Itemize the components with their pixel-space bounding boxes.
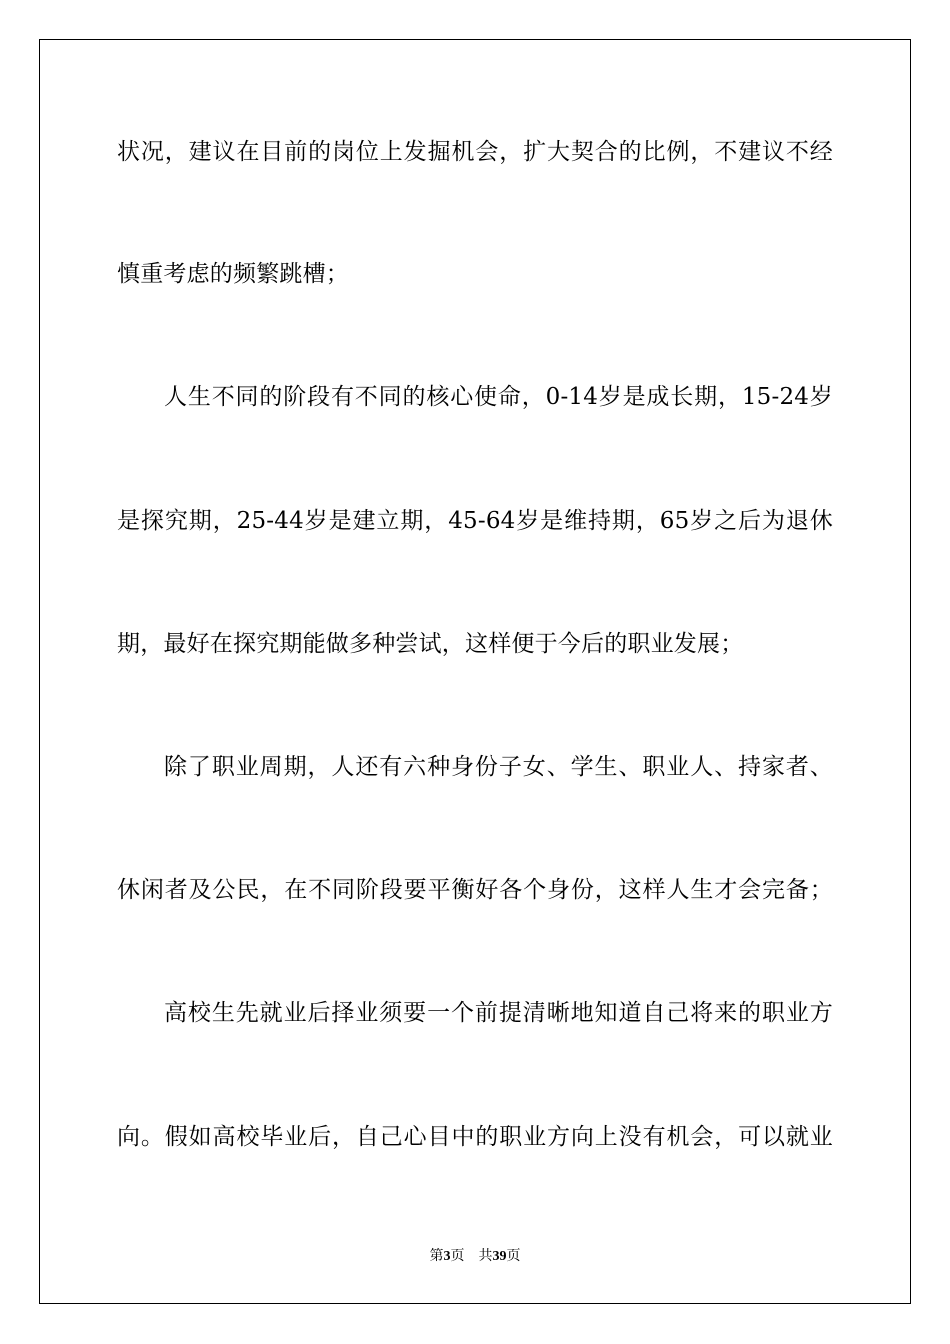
footer-total-suffix: 页 <box>506 1248 521 1264</box>
paragraph-first-line: 除了职业周期，人还有六种身份子女、学生、职业人、持家者、 <box>164 754 833 780</box>
text-line: 是探究期，25-44岁是建立期，45-64岁是维持期，65岁之后为退休 <box>117 508 833 534</box>
text-line: 慎重考虑的频繁跳槽； <box>117 261 349 287</box>
paragraph-first-line: 高校生先就业后择业须要一个前提清晰地知道自己将来的职业方 <box>164 1000 833 1026</box>
text-line: 休闲者及公民，在不同阶段要平衡好各个身份，这样人生才会完备； <box>117 877 833 903</box>
footer-page-suffix: 页 <box>450 1248 465 1264</box>
footer-total-pages: 39 <box>492 1249 507 1264</box>
footer-total-prefix: 共 <box>478 1248 493 1264</box>
text-line: 期，最好在探究期能做多种尝试，这样便于今后的职业发展； <box>117 631 744 657</box>
page-border <box>39 39 911 1304</box>
text-line: 向。假如高校毕业后，自己心目中的职业方向上没有机会，可以就业 <box>117 1124 833 1150</box>
text-line: 状况，建议在目前的岗位上发掘机会，扩大契合的比例，不建议不经 <box>117 139 833 165</box>
page-footer <box>0 1246 950 1267</box>
footer-page-number: 3 <box>443 1249 451 1264</box>
footer-page-prefix: 第 <box>429 1248 444 1264</box>
paragraph-first-line: 人生不同的阶段有不同的核心使命，0-14岁是成长期，15-24岁 <box>164 384 833 410</box>
